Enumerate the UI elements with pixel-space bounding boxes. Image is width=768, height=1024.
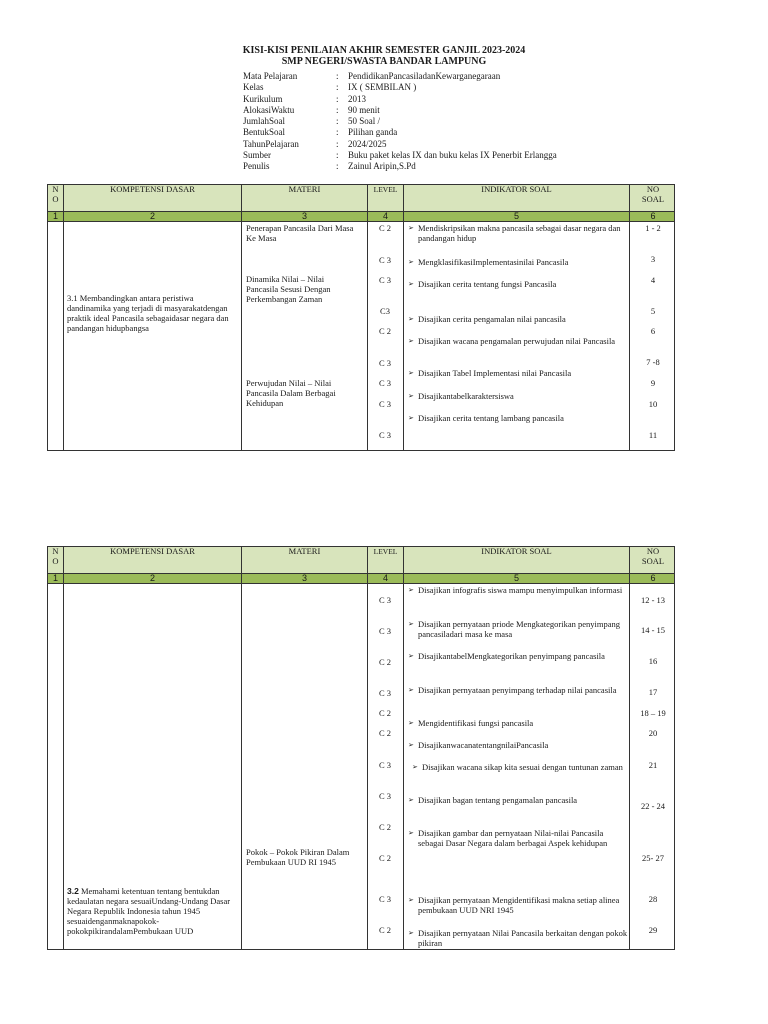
meta-colon: : [336, 161, 339, 171]
question-number: 5 [650, 306, 656, 316]
meta-value: 2013 [348, 94, 366, 104]
level-cell: C 3 [378, 626, 392, 636]
indicator-item: ➢ DisajikantabelMengkategorikan penyimpang pancasila [408, 651, 605, 661]
indicator-item: ➢ Disajikan Tabel Implementasi nilai Pancasila [408, 368, 572, 378]
meta-key: Kurikulum [243, 94, 283, 104]
col-number: 6 [650, 573, 656, 583]
bullet-icon: ➢ [408, 369, 414, 377]
col-number: 6 [650, 211, 656, 221]
bullet-icon: ➢ [408, 719, 414, 727]
level-cell: C 3 [378, 791, 392, 801]
bullet-icon: ➢ [408, 929, 414, 937]
indicator-item: ➢ Disajikan pernyataan Mengidentifikasi makna setiap alinea pembukaan UUD NRI 1945 [408, 895, 620, 915]
meta-value: 2024/2025 [348, 139, 387, 149]
level-cell: C 2 [378, 925, 392, 935]
question-number: 18 – 19 [640, 708, 666, 718]
level-cell: C3 [380, 306, 390, 316]
bullet-icon: ➢ [408, 392, 414, 400]
col-header-no-soal: NO SOAL [641, 184, 665, 204]
level-cell: C 2 [378, 853, 392, 863]
col-number: 1 [52, 573, 58, 583]
question-number: 3 [650, 254, 656, 264]
meta-colon: : [336, 127, 339, 137]
col-header-materi: MATERI [288, 184, 321, 194]
meta-value: Zainul Aripin,S.Pd [348, 161, 416, 171]
bullet-icon: ➢ [408, 414, 414, 422]
bullet-icon: ➢ [408, 829, 414, 837]
indicator-item: ➢ Disajikan pernyataan penyimpang terhadap nilai pancasila [408, 685, 617, 695]
level-cell: C 2 [378, 822, 392, 832]
school-name: SMP NEGERI/SWASTA BANDAR LAMPUNG [281, 56, 487, 67]
col-header-indikator: INDIKATOR SOAL [481, 546, 552, 556]
grid-table-1 [47, 184, 675, 451]
col-number: 3 [301, 211, 307, 221]
kompetensi-dasar: 3.2 Memahami ketentuan tentang bentukdan kedaulatan negara sesuaiUndang-Undang Dasar Negara Republik Indonesia tahun 1945 sesuaidenganmaknapokok-pokokpikirandalamPembukaan UUD [67, 886, 231, 936]
meta-value: IX ( SEMBILAN ) [348, 82, 417, 92]
level-cell: C 2 [378, 728, 392, 738]
bullet-icon: ➢ [408, 337, 414, 345]
meta-key: Sumber [243, 150, 271, 160]
col-number: 1 [52, 211, 58, 221]
question-number: 22 - 24 [640, 801, 666, 811]
question-number: 20 [648, 728, 658, 738]
question-number: 21 [648, 760, 658, 770]
meta-value: 90 menit [348, 105, 380, 115]
meta-key: TahunPelajaran [243, 139, 299, 149]
col-number: 3 [301, 573, 307, 583]
indicator-item: ➢ Mendiskripsikan makna pancasila sebagai dasar negara dan pandangan hidup [408, 223, 621, 243]
level-cell: C 2 [378, 223, 392, 233]
meta-value: PendidikanPancasiladanKewarganegaraan [348, 71, 501, 81]
level-cell: C 3 [378, 894, 392, 904]
materi-item: Perwujudan Nilai – Nilai Pancasila Dalam Berbagai Kehidupan [246, 378, 336, 408]
grid-table-2 [47, 546, 675, 950]
col-header-kd: KOMPETENSI DASAR [110, 546, 195, 556]
question-number: 7 -8 [646, 357, 660, 367]
col-header-level: LEVEL [373, 547, 398, 556]
bullet-icon: ➢ [408, 796, 414, 804]
meta-value: Pilihan ganda [348, 127, 398, 137]
meta-key: Mata Pelajaran [243, 71, 298, 81]
col-number: 5 [513, 573, 519, 583]
question-number: 28 [648, 894, 658, 904]
level-cell: C 3 [378, 430, 392, 440]
question-number: 14 - 15 [640, 625, 666, 635]
question-number: 4 [650, 275, 656, 285]
kompetensi-dasar: 3.1 Membandingkan antara peristiwa dandinamika yang terjadi di masyarakatdengan praktik ideal Pancasila sebagaidasar negara dan pandangan hidupbangsa [67, 293, 229, 333]
level-cell: C 3 [378, 399, 392, 409]
question-number: 25- 27 [642, 853, 664, 863]
meta-value: 50 Soal / [348, 116, 381, 126]
col-header-materi: MATERI [288, 546, 321, 556]
bullet-icon: ➢ [408, 652, 414, 660]
level-cell: C 3 [378, 760, 392, 770]
bullet-icon: ➢ [408, 741, 414, 749]
bullet-icon: ➢ [408, 315, 414, 323]
question-number: 9 [650, 378, 656, 388]
meta-value: Buku paket kelas IX dan buku kelas IX Penerbit Erlangga [348, 150, 557, 160]
bullet-icon: ➢ [408, 280, 414, 288]
meta-key: Kelas [243, 82, 264, 92]
meta-key: Penulis [243, 161, 270, 171]
question-number: 29 [648, 925, 658, 935]
indicator-item: ➢ Disajikan cerita pengamalan nilai pancasila [408, 314, 566, 324]
indicator-item: ➢ Disajikantabelkaraktersiswa [408, 391, 514, 401]
level-cell: C 2 [378, 708, 392, 718]
meta-key: AlokasiWaktu [243, 105, 295, 115]
indicator-item: ➢ Disajikan gambar dan pernyataan Nilai-nilai Pancasila sebagai Dasar Negara dalam berbagai Aspek kehidupan [408, 828, 608, 848]
indicator-item: ➢ Disajikan cerita tentang fungsi Pancasila [408, 279, 557, 289]
level-cell: C 3 [378, 255, 392, 265]
indicator-item: ➢ Disajikan wacana sikap kita sesuai dengan tuntunan zaman [412, 762, 623, 772]
indicator-item: ➢ Disajikan wacana pengamalan perwujudan nilai Pancasila [408, 336, 616, 346]
meta-colon: : [336, 94, 339, 104]
meta-colon: : [336, 105, 339, 115]
question-number: 17 [648, 687, 658, 697]
bullet-icon: ➢ [408, 586, 414, 594]
bullet-icon: ➢ [408, 224, 414, 232]
meta-key: JumlahSoal [243, 116, 285, 126]
level-cell: C 3 [378, 275, 392, 285]
meta-key: BentukSoal [243, 127, 285, 137]
col-number: 4 [382, 573, 388, 583]
materi-item: Dinamika Nilai – Nilai Pancasila Sesusi Dengan Perkembangan Zaman [246, 274, 331, 304]
bullet-icon: ➢ [408, 896, 414, 904]
level-cell: C 2 [378, 657, 392, 667]
question-number: 11 [648, 430, 658, 440]
indicator-item: ➢ Disajikan pernyataan Nilai Pancasila berkaitan dengan pokok pikiran [408, 928, 628, 948]
meta-colon: : [336, 150, 339, 160]
kd-number: 3.2 [67, 886, 79, 896]
meta-colon: : [336, 116, 339, 126]
indicator-item: ➢ Disajikan cerita tentang lambang pancasila [408, 413, 564, 423]
bullet-icon: ➢ [412, 763, 418, 771]
col-header-no: N O [52, 546, 59, 566]
level-cell: C 3 [378, 378, 392, 388]
col-header-level: LEVEL [373, 185, 398, 194]
level-cell: C 3 [378, 595, 392, 605]
indicator-item: ➢ Disajikan infografis siswa mampu menyimpulkan informasi [408, 585, 623, 595]
bullet-icon: ➢ [408, 620, 414, 628]
materi-item: Pokok – Pokok Pikiran Dalam Pembukaan UUD RI 1945 [246, 847, 350, 867]
meta-colon: : [336, 139, 339, 149]
indicator-item: ➢ Disajikan bagan tentang pengamalan pancasila [408, 795, 578, 805]
question-number: 12 - 13 [640, 595, 666, 605]
col-number: 4 [382, 211, 388, 221]
indicator-item: ➢ DisajikanwacanatentangnilaiPancasila [408, 740, 549, 750]
col-number: 2 [149, 573, 155, 583]
meta-colon: : [336, 82, 339, 92]
col-header-kd: KOMPETENSI DASAR [110, 184, 195, 194]
level-cell: C 3 [378, 358, 392, 368]
materi-item: Penerapan Pancasila Dari Masa Ke Masa [246, 223, 354, 243]
col-number: 5 [513, 211, 519, 221]
meta-colon: : [336, 71, 339, 81]
col-header-no-soal: NO SOAL [641, 546, 665, 566]
level-cell: C 2 [378, 326, 392, 336]
level-cell: C 3 [378, 688, 392, 698]
indicator-item: ➢ Disajikan pernyataan priode Mengkategorikan penyimpang pancasiladari masa ke masa [408, 619, 621, 639]
bullet-icon: ➢ [408, 686, 414, 694]
document-title: KISI-KISI PENILAIAN AKHIR SEMESTER GANJIL 2023-2024 [242, 45, 526, 56]
question-number: 1 - 2 [645, 223, 661, 233]
bullet-icon: ➢ [408, 258, 414, 266]
indicator-item: ➢ MengklasifikasiImplementasinilai Pancasila [408, 257, 569, 267]
question-number: 6 [650, 326, 656, 336]
question-number: 16 [648, 656, 658, 666]
indicator-item: ➢ Mengidentifikasi fungsi pancasila [408, 718, 534, 728]
col-header-indikator: INDIKATOR SOAL [481, 184, 552, 194]
col-number: 2 [149, 211, 155, 221]
col-header-no: N O [52, 184, 59, 204]
question-number: 10 [648, 399, 658, 409]
